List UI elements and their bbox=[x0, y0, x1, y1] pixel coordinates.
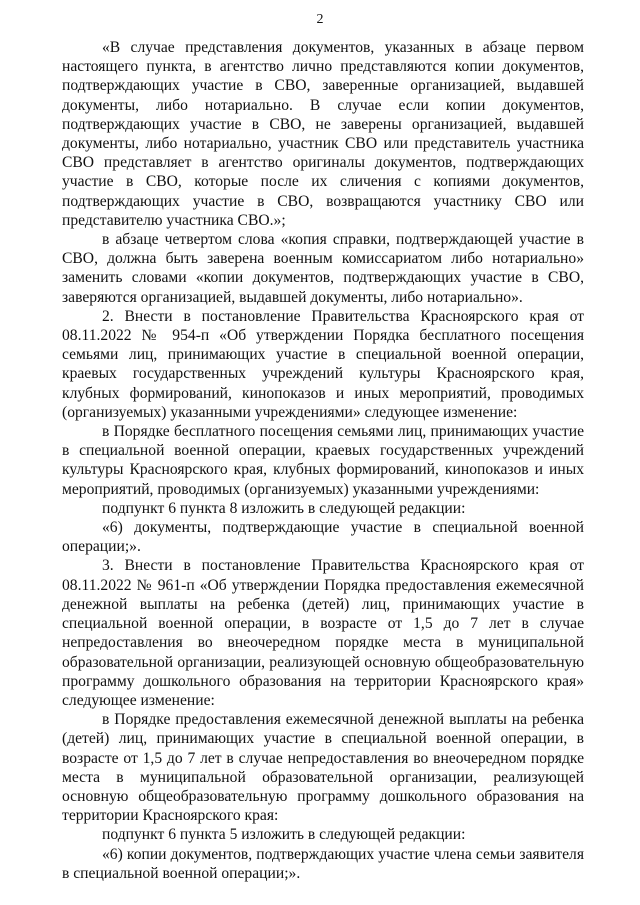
paragraph-1: «В случае представления документов, указанных в абзаце первом настоящего пункта, в агентство лично представляются копии документов, подтверждающих участие в СВО, заверенные организацией, выдавшей документы, либо нотариально. В случае если копии документов, подтверждающих участие в СВО, не заверены организацией, выдавшей документы, либо нотариально, участник СВО или представитель участника СВО представляет в агентство оригиналы документов, подтверждающих участие в СВО, которые после их сличения с копиями документов, подтверждающих участие в СВО, возвращаются участнику СВО или представителю участника СВО.»; bbox=[62, 39, 584, 229]
paragraph-10: «6) копии документов, подтверждающих участие члена семьи заявителя в специальной военной операции;». bbox=[62, 845, 584, 882]
page-number: 2 bbox=[316, 12, 324, 27]
paragraph-9: подпункт 6 пункта 5 изложить в следующей редакции: bbox=[102, 826, 466, 844]
paragraph-3: 2. Внести в постановление Правительства Красноярского края от 08.11.2022 № 954-п «Об утверждении Порядка бесплатного посещения семьями лиц, принимающих участие в специальной военной операции, краевых государственных учреждений культуры Красноярского края, клубных формирований, кинопоказов и иных мероприятий, проводимых (организуемых) указанными учреждениями» следующее изменение: bbox=[62, 307, 584, 421]
paragraph-4: в Порядке бесплатного посещения семьями лиц, принимающих участие в специальной военной операции, краевых государственных учреждений культуры Красноярского края, клубных формирований, кинопоказов и иных мероприятий, проводимых (организуемых) указанными учреждениями: bbox=[62, 423, 584, 498]
document-body bbox=[62, 38, 584, 883]
paragraph-5: подпункт 6 пункта 8 изложить в следующей редакции: bbox=[102, 499, 466, 517]
paragraph-7: 3. Внести в постановление Правительства Красноярского края от 08.11.2022 № 961-п «Об утверждении Порядка предоставления ежемесячной денежной выплаты на ребенка (детей) лиц, принимающих участие в специальной военной операции, в возрасте от 1,5 до 7 лет в случае непредоставления во внеочередном порядке места в муниципальной образовательной организации, реализующей основную общеобразовательную программу дошкольного образования на территории Красноярского края» следующее изменение: bbox=[62, 557, 584, 709]
paragraph-8: в Порядке предоставления ежемесячной денежной выплаты на ребенка (детей) лиц, принимающих участие в специальной военной операции, в возрасте от 1,5 до 7 лет в случае непредоставления во внеочередном порядке места в муниципальной образовательной организации, реализующей основную общеобразовательную программу дошкольного образования на территории Красноярского края: bbox=[62, 711, 584, 825]
paragraph-2: в абзаце четвертом слова «копия справки, подтверждающей участие в СВО, должна быть заверена военным комиссариатом либо нотариально» заменить словами «копии документов, подтверждающих участие в СВО, заверяются организацией, выдавшей документы, либо нотариально». bbox=[62, 231, 584, 306]
paragraph-6: «6) документы, подтверждающие участие в специальной военной операции;». bbox=[62, 519, 584, 556]
